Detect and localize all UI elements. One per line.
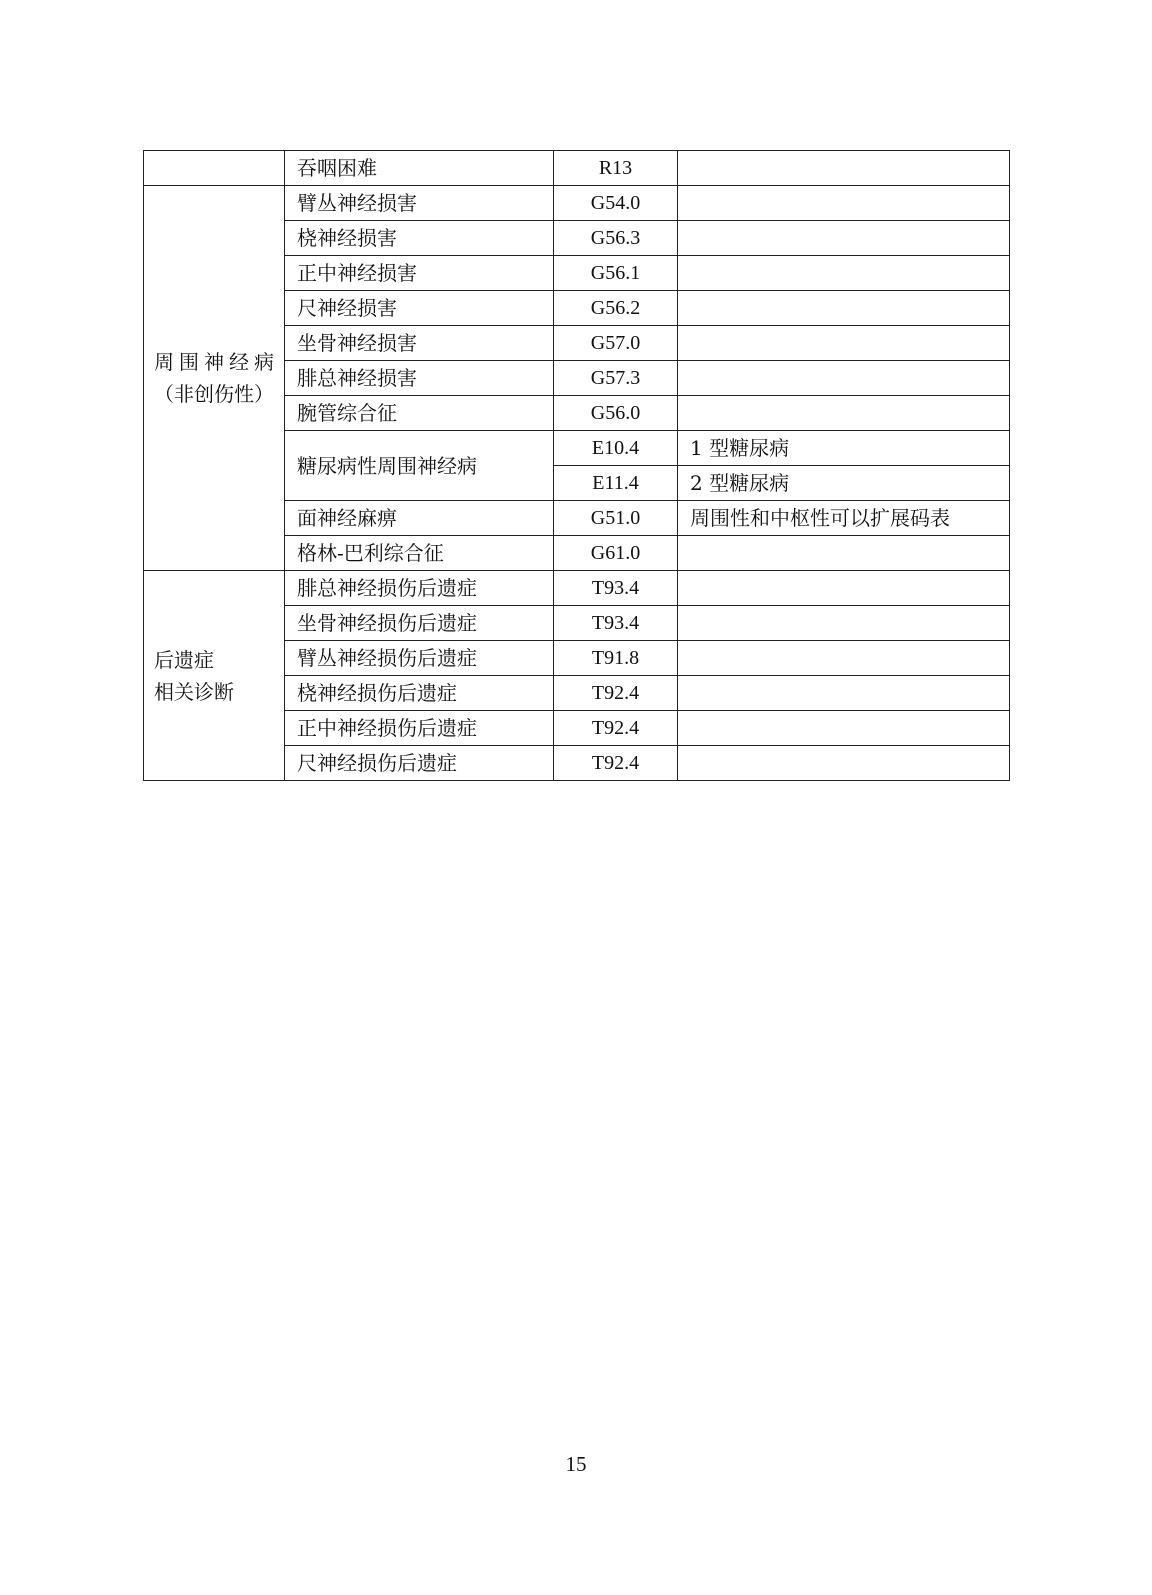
icd-code: R13 bbox=[554, 151, 678, 186]
icd-code: T93.4 bbox=[554, 606, 678, 641]
note-cell bbox=[678, 221, 1010, 256]
note-cell bbox=[678, 291, 1010, 326]
category-line: 后遗症 bbox=[154, 647, 214, 672]
note-cell bbox=[678, 186, 1010, 221]
diagnosis-name: 桡神经损害 bbox=[285, 221, 554, 256]
icd-code: T92.4 bbox=[554, 711, 678, 746]
note-cell bbox=[678, 606, 1010, 641]
category-peripheral-neuropathy: 周围神经病（非创伤性） bbox=[144, 186, 285, 571]
diagnosis-name: 吞咽困难 bbox=[285, 151, 554, 186]
icd-code: T93.4 bbox=[554, 571, 678, 606]
diagnosis-name: 臂丛神经损伤后遗症 bbox=[285, 641, 554, 676]
note-cell bbox=[678, 571, 1010, 606]
icd-code: G56.1 bbox=[554, 256, 678, 291]
icd-code: G56.3 bbox=[554, 221, 678, 256]
note-cell bbox=[678, 326, 1010, 361]
note-cell bbox=[678, 256, 1010, 291]
icd-code: G56.0 bbox=[554, 396, 678, 431]
note-cell bbox=[678, 396, 1010, 431]
icd-code: G57.0 bbox=[554, 326, 678, 361]
diagnosis-name: 腕管综合征 bbox=[285, 396, 554, 431]
diagnosis-name: 臂丛神经损害 bbox=[285, 186, 554, 221]
note-cell bbox=[678, 361, 1010, 396]
icd-code: T91.8 bbox=[554, 641, 678, 676]
diagnosis-name: 腓总神经损伤后遗症 bbox=[285, 571, 554, 606]
icd-code: T92.4 bbox=[554, 746, 678, 781]
icd-code: G51.0 bbox=[554, 501, 678, 536]
diagnosis-name: 坐骨神经损害 bbox=[285, 326, 554, 361]
category-sequelae bbox=[144, 571, 285, 781]
diagnosis-name: 正中神经损害 bbox=[285, 256, 554, 291]
diagnosis-name: 糖尿病性周围神经病 bbox=[285, 431, 554, 501]
table-row bbox=[144, 151, 1010, 186]
note-cell bbox=[678, 151, 1010, 186]
note-cell bbox=[678, 711, 1010, 746]
diagnosis-name: 坐骨神经损伤后遗症 bbox=[285, 606, 554, 641]
category-line: 相关诊断 bbox=[154, 679, 234, 704]
icd-code: G54.0 bbox=[554, 186, 678, 221]
note-cell: 2 型糖尿病 bbox=[678, 466, 1010, 501]
table-row bbox=[144, 186, 1010, 221]
diagnosis-name: 尺神经损害 bbox=[285, 291, 554, 326]
diagnosis-name: 腓总神经损害 bbox=[285, 361, 554, 396]
icd-code: G61.0 bbox=[554, 536, 678, 571]
diagnosis-name: 正中神经损伤后遗症 bbox=[285, 711, 554, 746]
diagnosis-name: 尺神经损伤后遗症 bbox=[285, 746, 554, 781]
page-number: 15 bbox=[565, 1452, 587, 1476]
icd-code: E10.4 bbox=[554, 431, 678, 466]
diagnosis-name: 面神经麻痹 bbox=[285, 501, 554, 536]
note-cell bbox=[678, 676, 1010, 711]
icd-code: T92.4 bbox=[554, 676, 678, 711]
icd-code: G57.3 bbox=[554, 361, 678, 396]
note-cell bbox=[678, 536, 1010, 571]
icd-code: E11.4 bbox=[554, 466, 678, 501]
diagnosis-code-table bbox=[143, 150, 1010, 781]
category-cell bbox=[144, 151, 285, 186]
note-cell: 周围性和中枢性可以扩展码表 bbox=[678, 501, 1010, 536]
diagnosis-name: 格林-巴利综合征 bbox=[285, 536, 554, 571]
note-cell bbox=[678, 746, 1010, 781]
icd-code: G56.2 bbox=[554, 291, 678, 326]
table-row bbox=[144, 571, 1010, 606]
diagnosis-name: 桡神经损伤后遗症 bbox=[285, 676, 554, 711]
note-cell: 1 型糖尿病 bbox=[678, 431, 1010, 466]
note-cell bbox=[678, 641, 1010, 676]
